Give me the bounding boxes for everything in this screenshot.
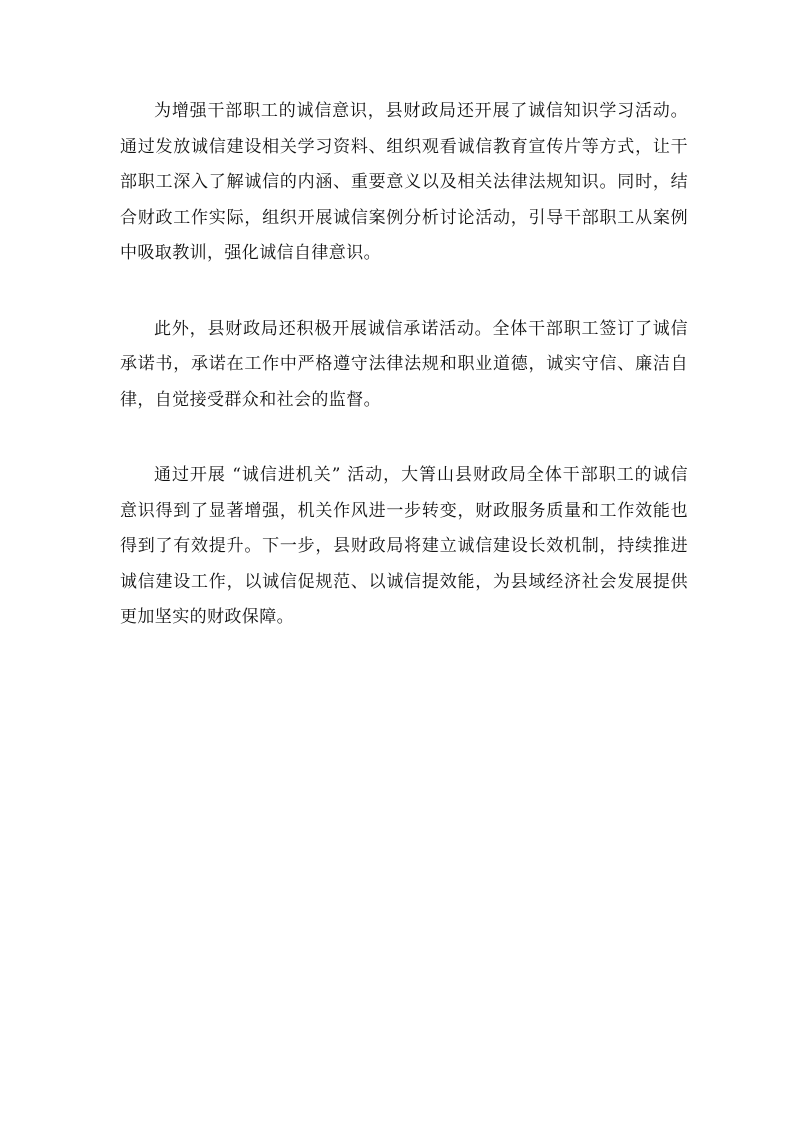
paragraph-conclusion: 通过开展 “诚信进机关” 活动，大箐山县财政局全体干部职工的诚信意识得到了显著增强，机关作风进一步转变，财政服务质量和工作效能也得到了有效提升。下一步，县财政局将建立诚信建设长效机制，持续推进诚信建设工作，以诚信促规范、以诚信提效能，为县域经济社会发展提供更加坚实的财政保障。: [120, 465, 688, 627]
paragraph-integrity-pledge: 此外，县财政局还积极开展诚信承诺活动。全体干部职工签订了诚信承诺书，承诺在工作中严格遵守法律法规和职业道德，诚实守信、廉洁自律，自觉接受群众和社会的监督。: [120, 318, 688, 410]
document-body: [120, 94, 688, 676]
paragraph-integrity-learning: 为增强干部职工的诚信意识，县财政局还开展了诚信知识学习活动。通过发放诚信建设相关学习资料、组织观看诚信教育宣传片等方式，让干部职工深入了解诚信的内涵、重要意义以及相关法律法规知识。同时，结合财政工作实际，组织开展诚信案例分析讨论活动，引导干部职工从案例中吸取教训，强化诚信自律意识。: [120, 101, 688, 263]
